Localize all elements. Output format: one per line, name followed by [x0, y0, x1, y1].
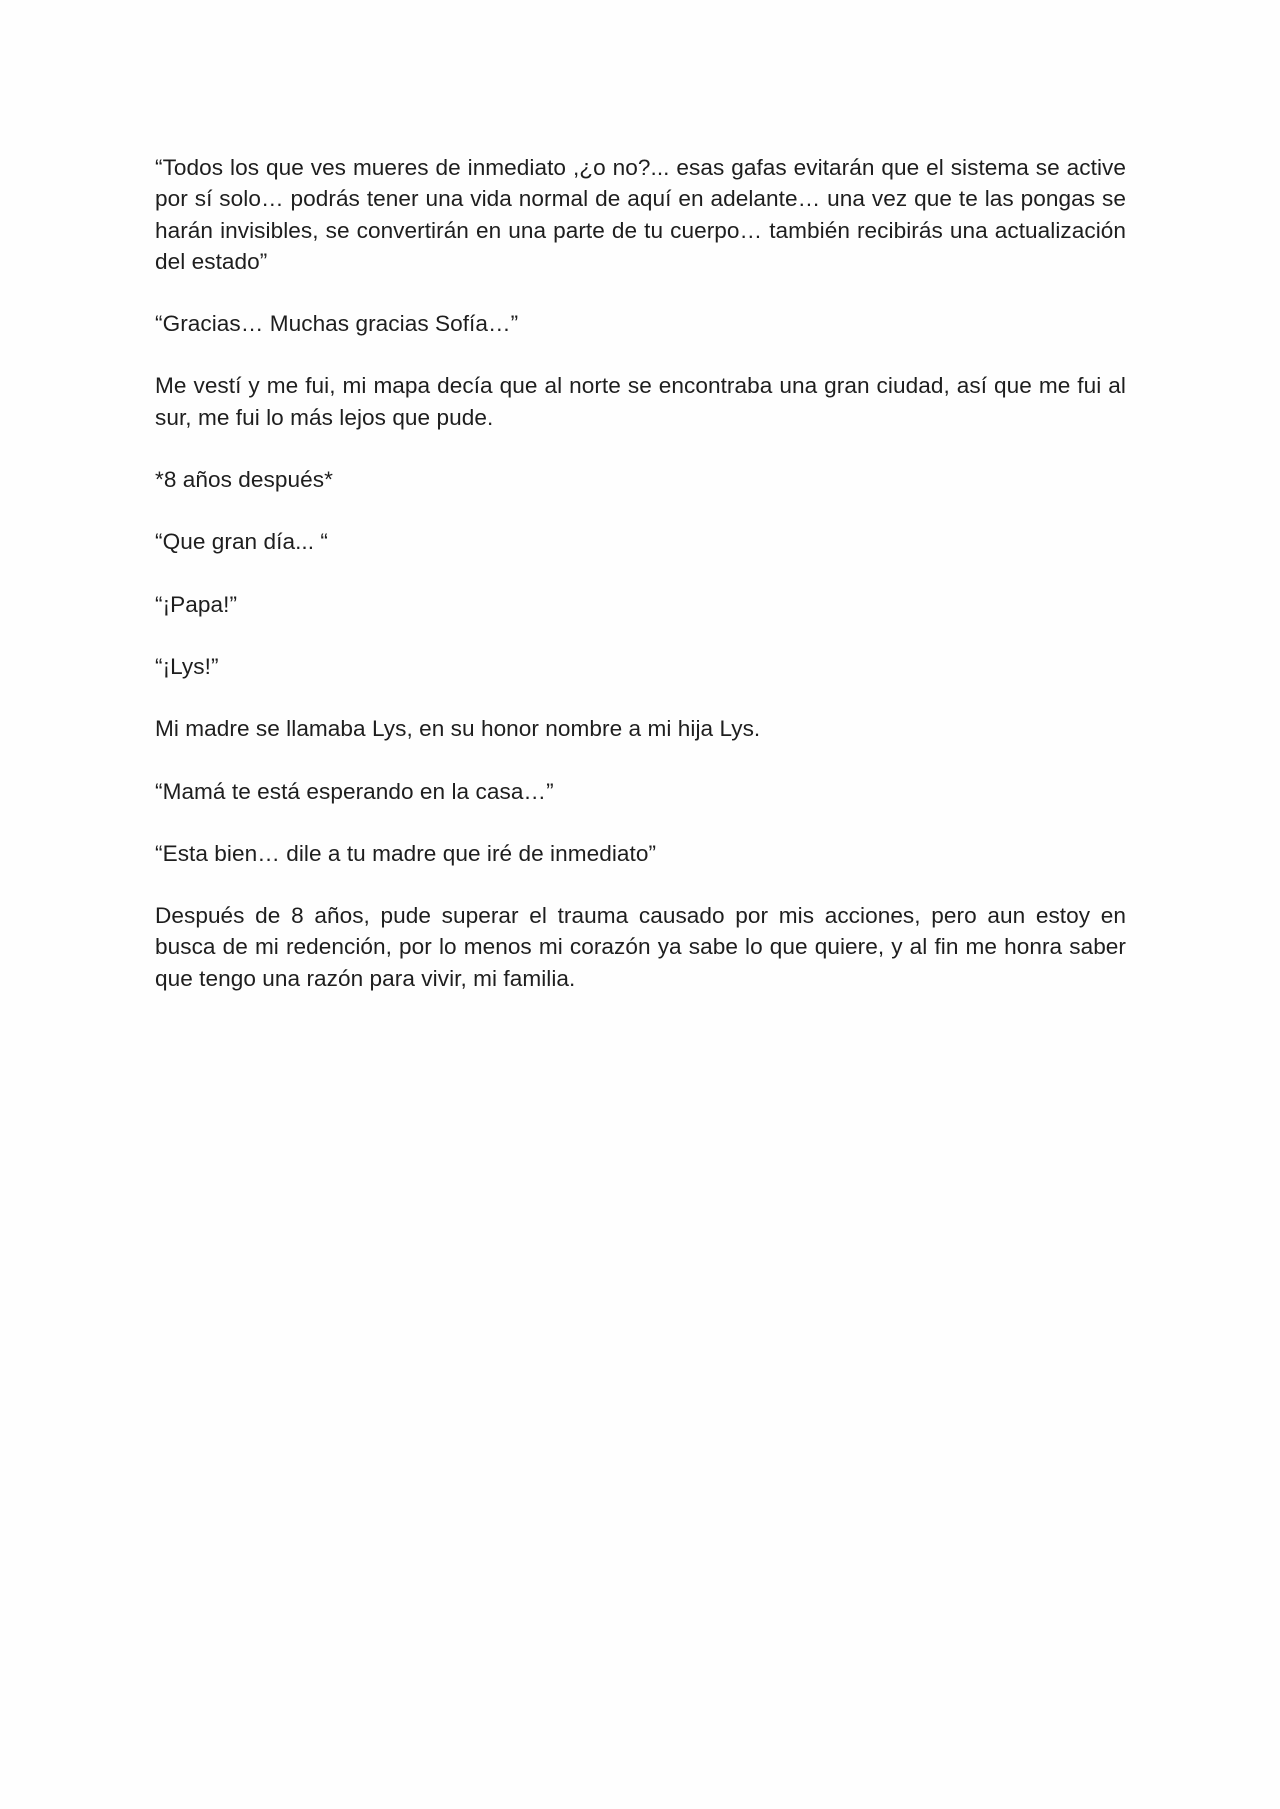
- paragraph-closing: Después de 8 años, pude superar el trauma causado por mis acciones, pero aun estoy en busca de mi redención, por lo menos mi corazón ya sabe lo que quiere, y al fin me honra saber que tengo una razón para vivir, mi familia.: [155, 903, 1126, 991]
- paragraph-papa: “¡Papa!”: [155, 591, 238, 617]
- paragraph-gracias: “Gracias… Muchas gracias Sofía…”: [155, 311, 519, 337]
- paragraph-esta-bien: “Esta bien… dile a tu madre que iré de inmediato”: [155, 840, 657, 866]
- paragraph-sofia-dialogue: “Todos los que ves mueres de inmediato ,¿o no?... esas gafas evitarán que el sistema se active por sí solo… podrás tener una vida normal de aquí en adelante… una vez que te las pongas se harán invisibles, se convertirán en una parte de tu cuerpo… también recibirás una actualización del estado”: [155, 155, 1126, 274]
- paragraph-lys: “¡Lys!”: [155, 653, 219, 679]
- paragraph-gran-dia: “Que gran día... “: [155, 529, 328, 555]
- paragraph-mama-waiting: “Mamá te está esperando en la casa…”: [155, 778, 554, 804]
- paragraph-time-skip: *8 años después*: [155, 467, 333, 493]
- paragraph-mother-name: Mi madre se llamaba Lys, en su honor nombre a mi hija Lys.: [155, 716, 761, 742]
- paragraph-departure: Me vestí y me fui, mi mapa decía que al norte se encontraba una gran ciudad, así que me fui al sur, me fui lo más lejos que pude.: [155, 373, 1126, 430]
- page-body: [155, 152, 1126, 1025]
